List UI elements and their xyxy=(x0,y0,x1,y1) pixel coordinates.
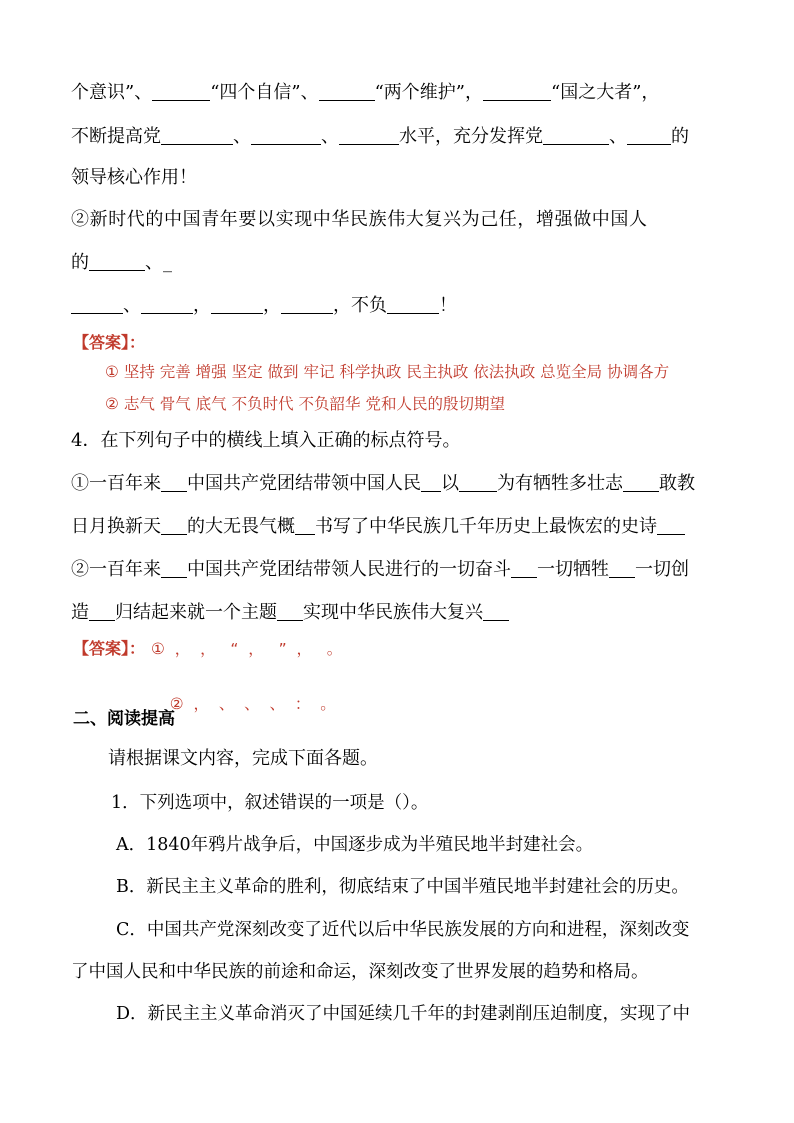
text: 实现中华民族伟大复兴 xyxy=(303,602,483,623)
text: 了中国人民和中华民族的前途和命运，深刻改变了世界发展的趋势和格局。 xyxy=(71,962,649,982)
blank xyxy=(511,557,537,578)
text: ① ， ， “ ， ” ， 。 xyxy=(151,640,343,658)
text: ： xyxy=(129,639,146,658)
text: 的 xyxy=(71,252,89,273)
text: 中国共产党团结带领中国人民 xyxy=(187,473,421,494)
text: ！ xyxy=(439,295,457,316)
text: D．新民主主义革命消灭了中国延续几千年的封建剥削压迫制度，实现了中 xyxy=(116,1004,691,1024)
q4-s2-line-2 xyxy=(71,600,509,625)
text: 1．下列选项中，叙述错误的一项是（）。 xyxy=(111,793,429,813)
blank xyxy=(277,600,303,621)
text: “四个自信”、 xyxy=(210,82,319,103)
answer-1-label xyxy=(73,331,145,355)
text: 、 xyxy=(123,295,141,316)
blank xyxy=(483,80,551,101)
text: 、 xyxy=(321,126,339,147)
text: 、_ xyxy=(145,252,172,273)
section-intro xyxy=(108,747,378,771)
blank xyxy=(623,471,659,492)
blank xyxy=(161,124,233,145)
blank xyxy=(319,80,375,101)
text: “国之大者”， xyxy=(551,82,660,103)
blank xyxy=(295,514,315,535)
answer-1-line-2 xyxy=(105,392,505,416)
option-c-line-2 xyxy=(71,960,649,984)
text: 造 xyxy=(71,602,89,623)
blank xyxy=(543,124,609,145)
text: 以 xyxy=(441,473,459,494)
option-a xyxy=(116,833,593,857)
blank xyxy=(483,600,509,621)
text: “两个维护”， xyxy=(374,82,484,103)
blank xyxy=(281,293,333,314)
text: 、 xyxy=(233,126,251,147)
text: 中国共产党团结带领人民进行的一切奋斗 xyxy=(187,559,511,580)
option-c-line-1 xyxy=(116,918,689,942)
text: 日月换新天 xyxy=(71,516,161,537)
blank xyxy=(339,124,399,145)
blank xyxy=(609,557,635,578)
text: 不断提高党 xyxy=(71,126,161,147)
text: ②一百年来 xyxy=(71,559,161,580)
text: ，不负 xyxy=(333,295,387,316)
text: 敢教 xyxy=(659,473,695,494)
text: ② ， 、 、 、 ： 。 xyxy=(169,695,336,713)
answer-2-line-2 xyxy=(150,668,336,740)
blank xyxy=(71,293,123,314)
text: ① 坚持 完善 增强 坚定 做到 牢记 科学执政 民主执政 依法执政 总览全局 协调各方 xyxy=(105,363,670,381)
answer-label: 【答案】 xyxy=(73,639,130,658)
blank xyxy=(627,124,671,145)
q3-line-2 xyxy=(71,124,689,149)
blank xyxy=(89,600,115,621)
text: ， xyxy=(263,295,281,316)
text: 为有牺牲多壮志 xyxy=(497,473,623,494)
blank xyxy=(152,80,210,101)
text: 、 xyxy=(609,126,627,147)
blank xyxy=(141,293,193,314)
text: 的大无畏气概 xyxy=(187,516,295,537)
q3-part2-line-2 xyxy=(71,250,172,275)
q3-part2-line-3 xyxy=(71,293,457,318)
q4-s1-line-1 xyxy=(71,471,695,496)
text: ： xyxy=(129,333,146,352)
text: ①一百年来 xyxy=(71,473,161,494)
blank xyxy=(387,293,439,314)
blank xyxy=(89,250,145,271)
text: 领导核心作用！ xyxy=(71,167,197,188)
text: ②新时代的中国青年要以实现中华民族伟大复兴为己任，增强做中国人 xyxy=(71,209,648,230)
text: 归结起来就一个主题 xyxy=(115,602,277,623)
q3-line-1 xyxy=(71,80,659,105)
text: 4．在下列句子中的横线上填入正确的标点符号。 xyxy=(71,430,461,451)
text: 的 xyxy=(671,126,689,147)
blank xyxy=(251,124,321,145)
blank xyxy=(161,514,187,535)
option-d-line-1 xyxy=(116,1002,690,1026)
q3-part2-line-1 xyxy=(71,208,648,232)
q4-title xyxy=(71,429,460,453)
q4-s1-line-2 xyxy=(71,514,685,539)
blank xyxy=(657,514,685,535)
text: 书写了中华民族几千年历史上最恢宏的史诗 xyxy=(315,516,657,537)
text: ， xyxy=(193,295,211,316)
option-b xyxy=(116,875,689,899)
blank xyxy=(421,471,441,492)
text: A．1840年鸦片战争后，中国逐步成为半殖民地半封建社会。 xyxy=(116,835,594,855)
answer-label: 【答案】 xyxy=(73,333,130,352)
text: 二、阅读提高 xyxy=(73,709,175,729)
text: 请根据课文内容，完成下面各题。 xyxy=(108,748,378,769)
q4-s2-line-1 xyxy=(71,557,689,582)
text: C．中国共产党深刻改变了近代以后中华民族发展的方向和进程，深刻改变 xyxy=(116,920,690,940)
text: 一切牺牲 xyxy=(537,559,609,580)
blank xyxy=(161,471,187,492)
answer-2-line-1 xyxy=(73,637,342,661)
text: 一切创 xyxy=(635,559,689,580)
answer-1-line-1 xyxy=(105,360,669,384)
text: B．新民主主义革命的胜利，彻底结束了中国半殖民地半封建社会的历史。 xyxy=(116,877,689,897)
text: ② 志气 骨气 底气 不负时代 不负韶华 党和人民的殷切期望 xyxy=(105,395,505,413)
question-1 xyxy=(111,791,428,815)
blank xyxy=(211,293,263,314)
section-heading xyxy=(73,707,175,731)
q3-line-3 xyxy=(71,166,197,190)
text: 个意识”、 xyxy=(71,82,153,103)
blank xyxy=(459,471,497,492)
blank xyxy=(161,557,187,578)
text: 水平，充分发挥党 xyxy=(399,126,543,147)
